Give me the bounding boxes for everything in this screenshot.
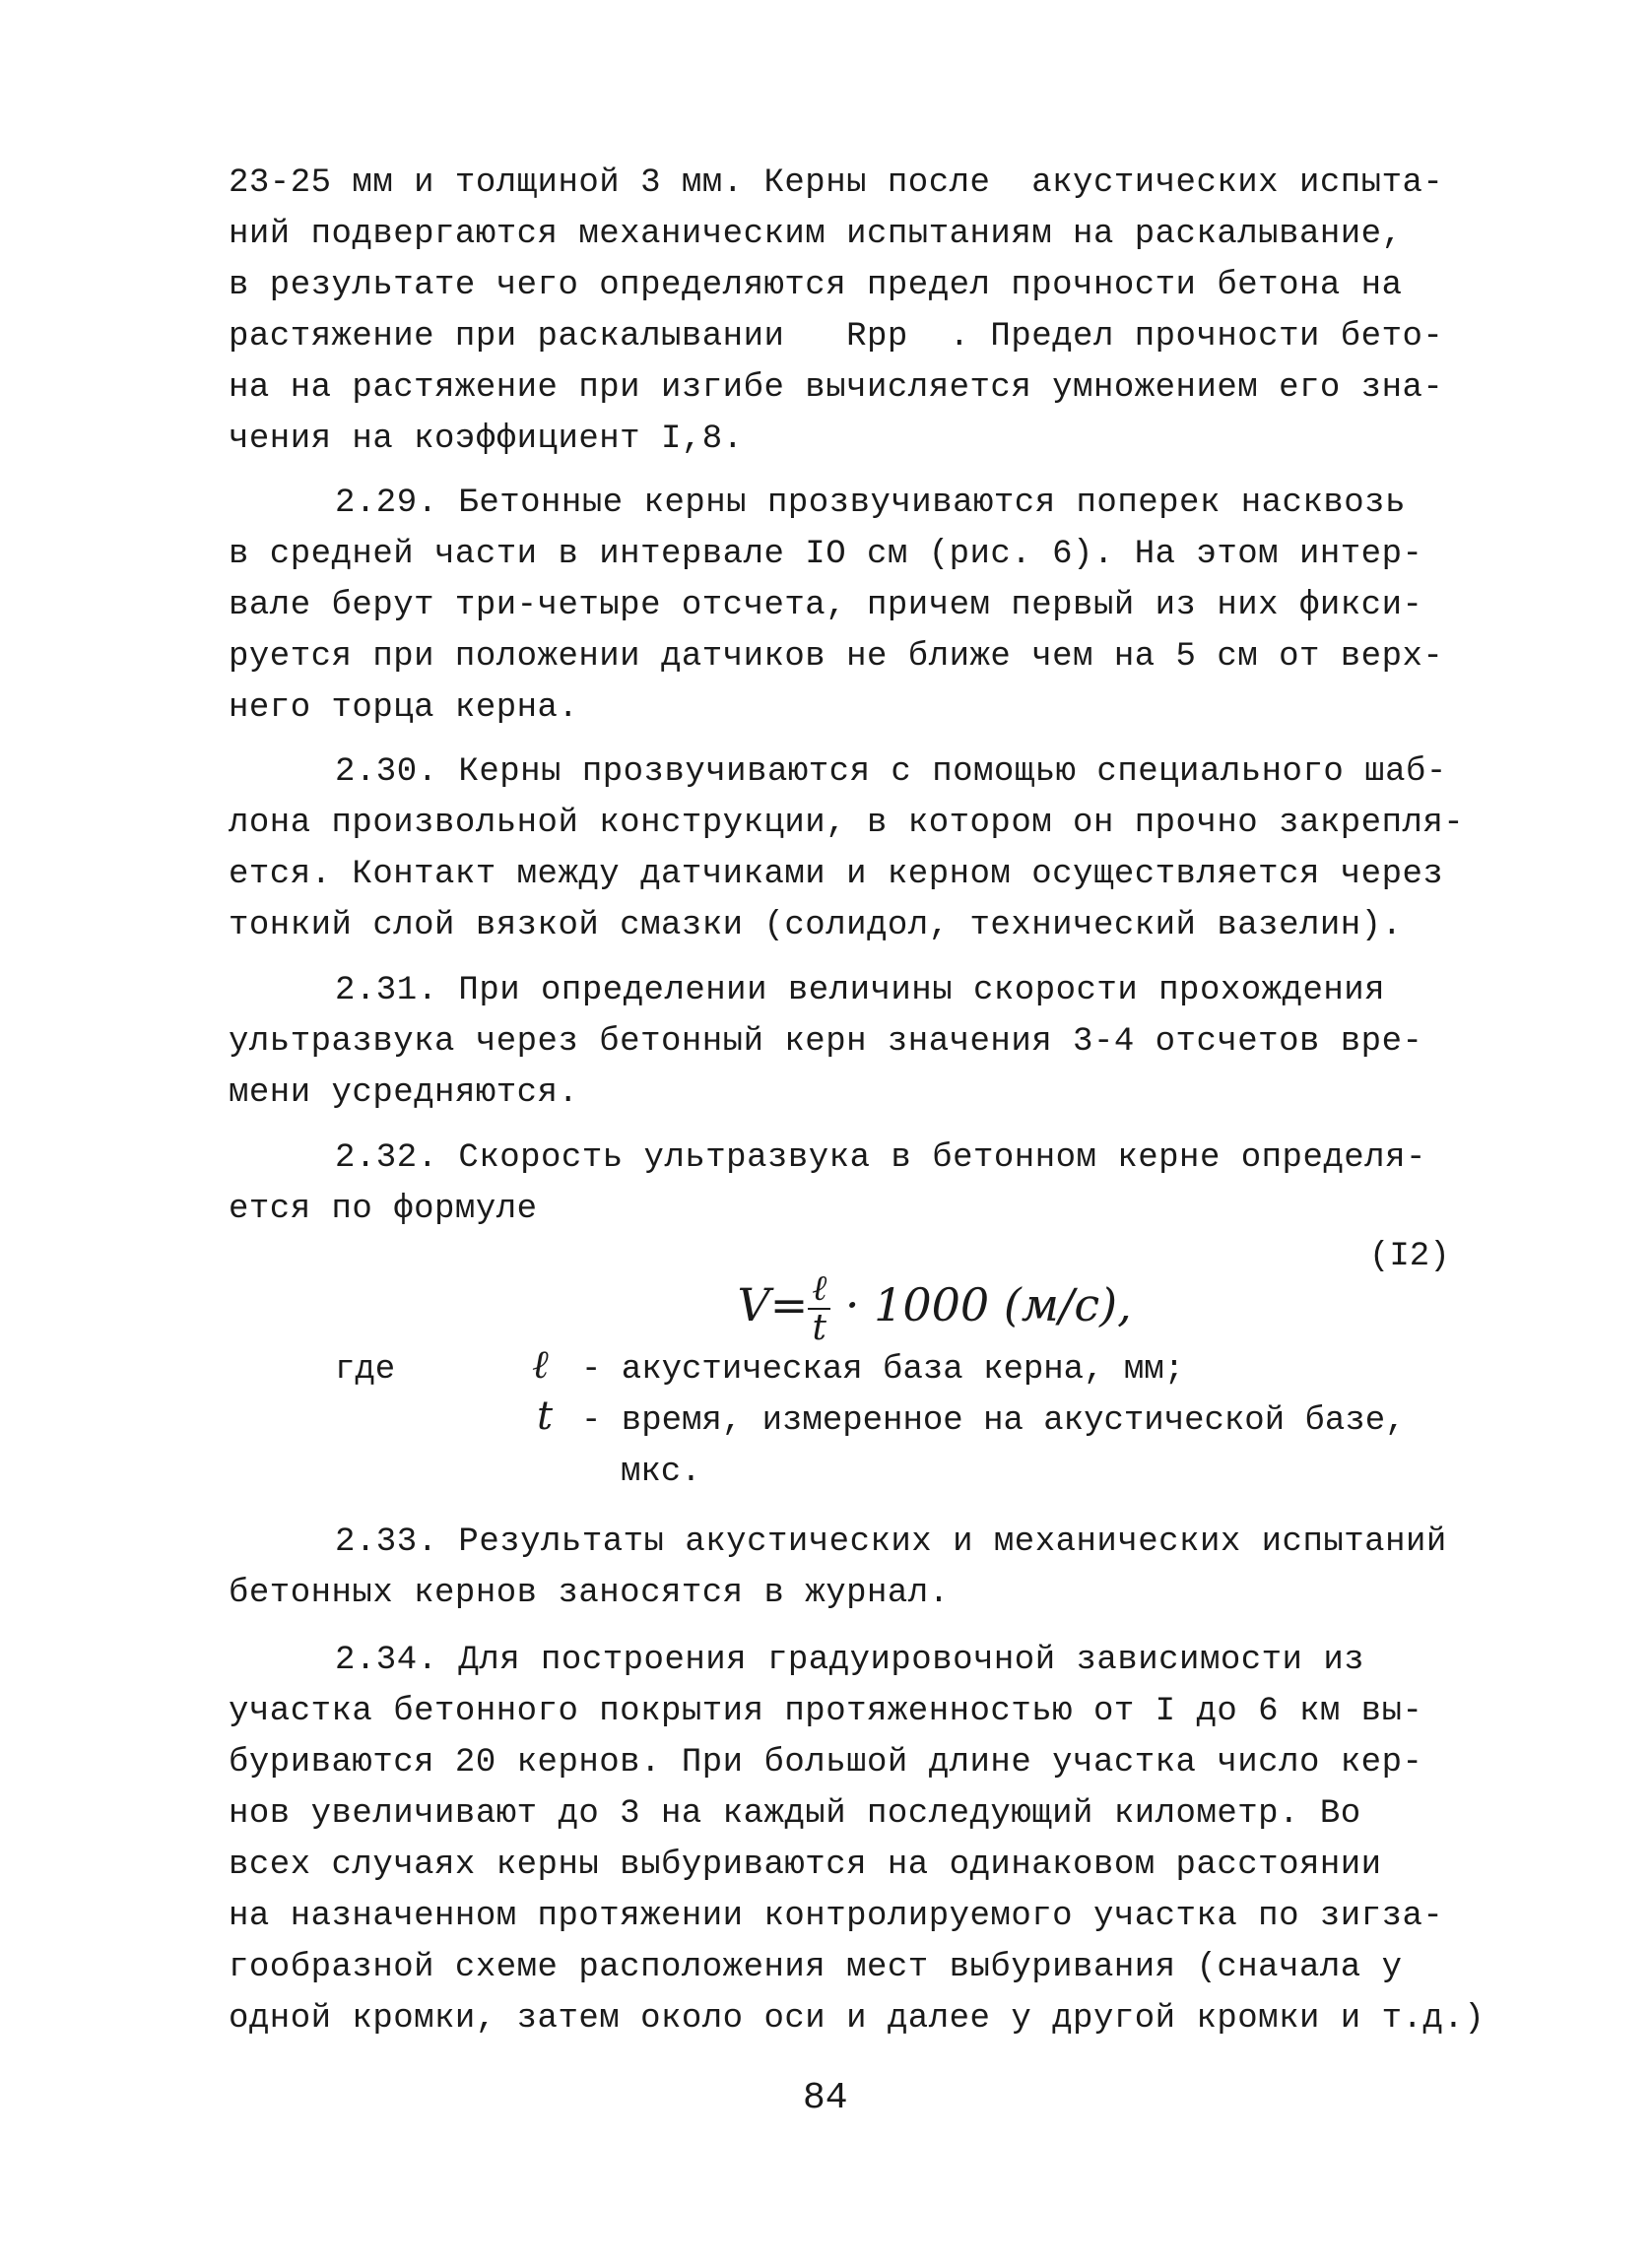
legend-text: - время, измеренное на акустической базе, xyxy=(581,1402,1406,1440)
text-line: 2.29. Бетонные керны прозвучиваются поперек насквозь xyxy=(335,485,1406,522)
text-line: 2.30. Керны прозвучиваются с помощью специального шаб- xyxy=(335,753,1447,791)
text-line: тонкий слой вязкой смазки (солидол, технический вазелин). xyxy=(229,907,1403,944)
text-line: 2.33. Результаты акустических и механических испытаний xyxy=(335,1523,1447,1561)
text-line: мени усредняются. xyxy=(229,1074,579,1112)
text-line: 23-25 мм и толщиной 3 мм. Керны после акустических испыта- xyxy=(229,164,1444,202)
text-line: гообразной схеме расположения мест выбуривания (сначала у xyxy=(229,1949,1403,1986)
where-label: где xyxy=(335,1351,396,1389)
legend-symbol: t xyxy=(537,1393,554,1439)
text-line: 2.32. Скорость ультразвука в бетонном керне определя- xyxy=(335,1139,1426,1177)
page-number: 84 xyxy=(803,2077,848,2119)
text-line: 2.31. При определении величины скорости прохождения xyxy=(335,972,1386,1009)
text-line: ний подвергаются механическим испытаниям на раскалывание, xyxy=(229,216,1403,253)
text-line: в результате чего определяются предел прочности бетона на xyxy=(229,267,1403,304)
text-line: него торца керна. xyxy=(229,689,579,727)
text-line: вале берут три-четыре отсчета, причем первый из них фикси- xyxy=(229,587,1423,624)
formula-rhs: · 1000 (м/с), xyxy=(844,1278,1132,1331)
text-line: ется. Контакт между датчиками и керном осуществляется через xyxy=(229,856,1444,893)
text-line: лона произвольной конструкции, в котором он прочно закрепля- xyxy=(229,805,1465,842)
text-line: на назначенном протяжении контролируемого участка по зигза- xyxy=(229,1898,1444,1935)
text-line: участка бетонного покрытия протяженностью от I до 6 км вы- xyxy=(229,1693,1423,1730)
text-line: 2.34. Для построения градуировочной зависимости из xyxy=(335,1642,1365,1679)
text-line: бетонных кернов заносятся в журнал. xyxy=(229,1575,950,1612)
formula-denominator: t xyxy=(812,1308,826,1348)
text-line: ется по формуле xyxy=(229,1191,538,1228)
text-line: одной кромки, затем около оси и далее у другой кромки и т.д.) xyxy=(229,2000,1486,2038)
text-line: в средней части в интервале IO см (рис. 6). На этом интер- xyxy=(229,536,1423,573)
text-line: буриваются 20 кернов. При большой длине участка число кер- xyxy=(229,1744,1423,1782)
legend-symbol: ℓ xyxy=(532,1342,549,1388)
legend-text: - акустическая база керна, мм; xyxy=(581,1351,1185,1389)
text-line: руется при положении датчиков не ближе чем на 5 см от верх- xyxy=(229,638,1444,676)
formula-fraction xyxy=(808,1270,830,1347)
equation-number: (I2) xyxy=(1369,1238,1450,1275)
text-line: нов увеличивают до 3 на каждый последующий километр. Во xyxy=(229,1795,1361,1833)
text-line: чения на коэффициент I,8. xyxy=(229,421,744,458)
text-line: ультразвука через бетонный керн значения 3-4 отсчетов вре- xyxy=(229,1023,1423,1061)
text-line: на на растяжение при изгибе вычисляется умножением его зна- xyxy=(229,369,1444,407)
formula-lhs: V= xyxy=(737,1278,809,1331)
text-line: всех случаях керны выбуриваются на одинаковом расстоянии xyxy=(229,1847,1382,1884)
text-line: растяжение при раскалывании Rрр . Предел прочности бето- xyxy=(229,318,1444,356)
formula-numerator: ℓ xyxy=(808,1270,830,1310)
legend-text: мкс. xyxy=(621,1454,701,1491)
